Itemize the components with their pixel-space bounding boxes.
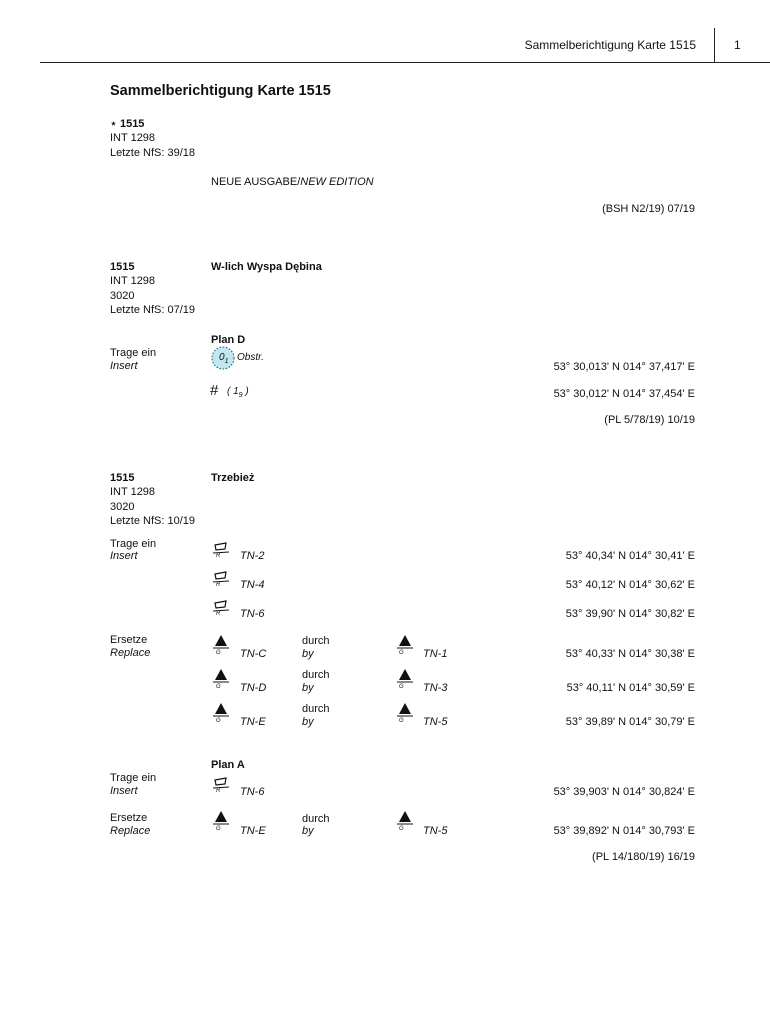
s2-ref: (PL 14/180/19) 16/19 [592, 851, 695, 863]
s2-replace-de: Ersetze [110, 634, 148, 646]
new-buoy-name: TN-1 [423, 648, 448, 660]
s1-ref: (PL 5/78/19) 10/19 [604, 414, 695, 426]
s2-chart: 1515 [110, 472, 135, 484]
buoy-coord: 53° 40,11' N 014° 30,59' E [566, 682, 695, 694]
obstruction-label: Obstr. [237, 352, 264, 363]
green-buoy-new-icon [396, 810, 414, 826]
by-de: durch [302, 813, 330, 825]
green-buoy-new-icon [396, 634, 414, 650]
buoy-letter: G [216, 718, 221, 724]
s2-int: INT 1298 [110, 486, 156, 498]
intro-ref: (BSH N2/19) 07/19 [602, 203, 695, 215]
s2-plan: Plan A [211, 759, 245, 771]
s1-coord-1: 53° 30,013' N 014° 37,417' E [553, 361, 695, 373]
s1-last-nfs: Letzte NfS: 07/19 [110, 304, 195, 316]
s1-action-de: Trage ein [110, 347, 157, 359]
buoy-coord: 53° 39,90' N 014° 30,82' E [565, 608, 695, 620]
page-number: 1 [734, 38, 741, 52]
s2-number: 3020 [110, 501, 135, 513]
red-buoy-icon [212, 541, 232, 561]
s1-number: 3020 [110, 290, 135, 302]
buoy-name: TN-2 [240, 550, 265, 562]
buoy-letter: G [399, 718, 404, 724]
intro-last-nfs: Letzte NfS: 39/18 [110, 147, 195, 159]
s1-action-en: Insert [110, 360, 138, 372]
buoy-coord: 53° 39,903' N 014° 30,824' E [553, 786, 695, 798]
s2-last-nfs: Letzte NfS: 10/19 [110, 515, 195, 527]
new-edition: NEUE AUSGABE/NEW EDITION [211, 176, 374, 188]
red-buoy-icon [212, 599, 232, 619]
by-en: by [302, 716, 314, 728]
new-buoy-name: TN-5 [423, 825, 448, 837]
s2-plan-insert-en: Insert [110, 785, 138, 797]
s1-location: W-lich Wyspa Dębina [211, 261, 322, 273]
by-de: durch [302, 635, 330, 647]
s2-plan-insert-de: Trage ein [110, 772, 157, 784]
buoy-letter: R [216, 582, 221, 588]
buoy-coord: 53° 40,33' N 014° 30,38' E [565, 648, 695, 660]
buoy-coord: 53° 40,12' N 014° 30,62' E [565, 579, 695, 591]
by-de: durch [302, 669, 330, 681]
new-buoy-name: TN-3 [423, 682, 448, 694]
old-buoy-name: TN-E [240, 825, 266, 837]
buoy-letter: G [399, 650, 404, 656]
buoy-name: TN-4 [240, 579, 265, 591]
old-buoy-name: TN-D [240, 682, 267, 694]
buoy-letter: G [216, 650, 221, 656]
by-en: by [302, 825, 314, 837]
buoy-name: TN-6 [240, 608, 265, 620]
old-buoy-name: TN-C [240, 648, 267, 660]
buoy-letter: R [216, 611, 221, 617]
intro-int: INT 1298 [110, 132, 156, 144]
green-buoy-old-icon [212, 668, 230, 684]
star-icon: ⋆ [110, 118, 120, 130]
buoy-letter: R [216, 788, 221, 794]
header-rule [40, 62, 770, 63]
red-buoy-icon [212, 776, 232, 796]
s1-chart: 1515 [110, 261, 135, 273]
page-title: Sammelberichtigung Karte 1515 [110, 83, 331, 99]
green-buoy-old-icon [212, 634, 230, 650]
buoy-coord: 53° 39,89' N 014° 30,79' E [565, 716, 695, 728]
buoy-letter: R [216, 553, 221, 559]
obstruction-depth: $0_1$ [219, 352, 229, 365]
old-buoy-name: TN-E [240, 716, 266, 728]
buoy-name: TN-6 [240, 786, 265, 798]
green-buoy-old-icon [212, 810, 230, 826]
by-en: by [302, 682, 314, 694]
s2-plan-replace-en: Replace [110, 825, 151, 837]
buoy-letter: G [399, 684, 404, 690]
header-divider [714, 28, 715, 63]
green-buoy-old-icon [212, 702, 230, 718]
header-title: Sammelberichtigung Karte 1515 [524, 38, 696, 52]
buoy-letter: G [216, 684, 221, 690]
buoy-coord: 53° 40,34' N 014° 30,41' E [565, 550, 695, 562]
s2-insert-en: Insert [110, 550, 138, 562]
s1-plan: Plan D [211, 334, 246, 346]
by-en: by [302, 648, 314, 660]
wreck-hash-icon: # [210, 382, 219, 399]
s2-insert-de: Trage ein [110, 538, 157, 550]
s1-int: INT 1298 [110, 275, 156, 287]
wreck-label: ( $1_9$ ) [227, 386, 249, 399]
green-buoy-new-icon [396, 668, 414, 684]
s2-plan-replace-de: Ersetze [110, 812, 148, 824]
buoy-coord: 53° 39,892' N 014° 30,793' E [553, 825, 695, 837]
buoy-letter: G [399, 826, 404, 832]
s2-replace-en: Replace [110, 647, 151, 659]
intro-chart: ⋆ 1515 [110, 118, 145, 130]
red-buoy-icon [212, 570, 232, 590]
by-de: durch [302, 703, 330, 715]
s1-coord-2: 53° 30,012' N 014° 37,454' E [553, 388, 695, 400]
new-buoy-name: TN-5 [423, 716, 448, 728]
s2-location: Trzebież [211, 472, 255, 484]
green-buoy-new-icon [396, 702, 414, 718]
buoy-letter: G [216, 826, 221, 832]
